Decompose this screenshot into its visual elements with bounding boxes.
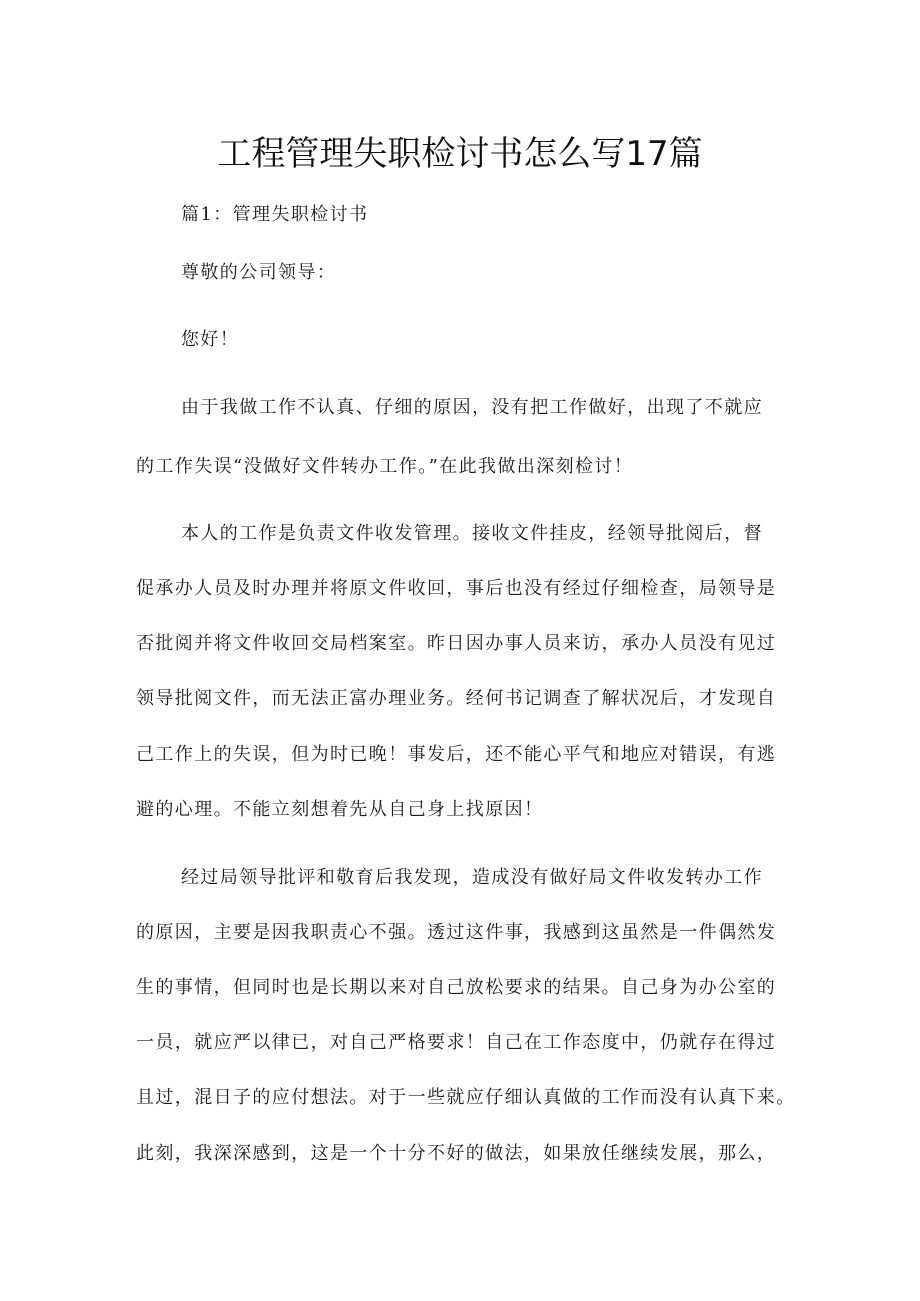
paragraph-line: 一员，就应严以律已，对自己严格要求！自己在工作态度中，仍就存在得过 xyxy=(136,1032,777,1053)
paragraph-line: 避的心理。不能立刻想着先从自己身上找原因！ xyxy=(136,799,544,820)
paragraph-line: 己工作上的失误，但为时已晚！事发后，还不能心平气和地应对错误，有逃 xyxy=(136,744,777,765)
paragraph-line: 此刻，我深深感到，这是一个十分不好的做法，如果放任继续发展，那么， xyxy=(136,1143,777,1164)
section-heading: 篇1：管理失职检讨书 xyxy=(181,204,369,225)
document-title: 工程管理失职检讨书怎么写17篇 xyxy=(217,134,703,174)
paragraph-line: 促承办人员及时办理并将原文件收回，事后也没有经过仔细检查，局领导是 xyxy=(136,578,777,599)
salutation: 尊敬的公司领导： xyxy=(181,262,337,283)
paragraph-line: 经过局领导批评和敬育后我发现，造成没有做好局文件收发转办工作 xyxy=(181,867,763,888)
paragraph-line: 否批阅并将文件收回交局档案室。昨日因办事人员来访，承办人员没有见过 xyxy=(136,633,777,654)
paragraph-line: 且过，混日子的应付想法。对于一些就应仔细认真做的工作而没有认真下来。 xyxy=(136,1087,796,1108)
paragraph-line: 的原因，主要是因我职责心不强。透过这件事，我感到这虽然是一件偶然发 xyxy=(136,922,777,943)
paragraph-line: 的工作失误“没做好文件转办工作。”在此我做出深刻检讨！ xyxy=(136,456,634,477)
greeting: 您好！ xyxy=(181,329,240,350)
paragraph-line: 由于我做工作不认真、仔细的原因，没有把工作做好，出现了不就应 xyxy=(181,397,763,418)
paragraph-line: 领导批阅文件，而无法正富办理业务。经何书记调查了解状况后，才发现自 xyxy=(136,688,777,709)
paragraph-line: 生的事情，但同时也是长期以来对自己放松要求的结果。自己身为办公室的 xyxy=(136,977,777,998)
paragraph-line: 本人的工作是负责文件收发管理。接收文件挂皮，经领导批阅后，督 xyxy=(181,523,763,544)
